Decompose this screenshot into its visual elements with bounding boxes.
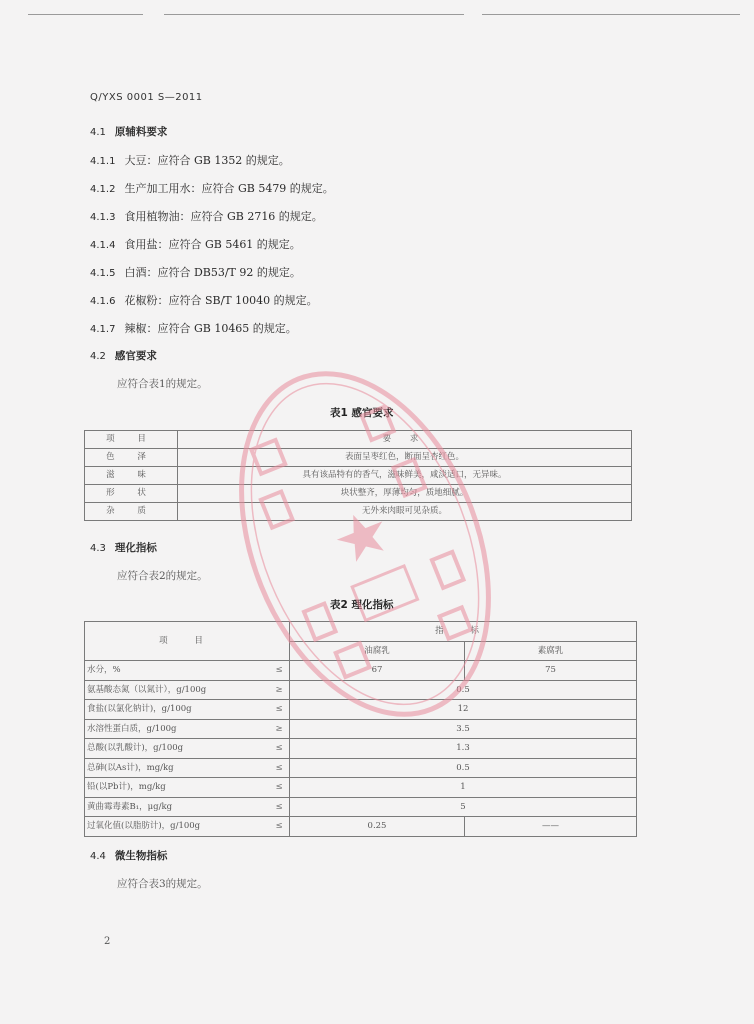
table-row (85, 778, 637, 798)
clause-text: 理化指标 (114, 542, 157, 554)
table-header-cell: 指 标 (290, 622, 637, 642)
table-cell: ≤ (269, 739, 290, 759)
clause-text: 大豆：应符合 GB 1352 的规定。 (124, 154, 290, 167)
table-cell: ≤ (269, 758, 290, 778)
clause-number: 4.3 (90, 543, 106, 554)
table-cell: 具有该品特有的香气，滋味鲜美，咸淡适口，无异味。 (178, 467, 632, 485)
table-row (85, 758, 637, 778)
clause-4-1-2 (90, 180, 334, 196)
table-cell: 氨基酸态氮（以氮计），g/100g (85, 680, 270, 700)
page-number: 2 (104, 936, 111, 947)
table-cell: 0.5 (290, 680, 637, 700)
section-4-3-paragraph: 应符合表2的规定。 (117, 570, 208, 582)
table-row (85, 797, 637, 817)
clause-4-1-1 (90, 152, 290, 168)
section-4-4-paragraph: 应符合表3的规定。 (117, 878, 208, 890)
table-cell: 1.3 (290, 739, 637, 759)
clause-number: 4.1.7 (90, 324, 116, 335)
table-cell: 0.5 (290, 758, 637, 778)
table1-caption: 表1 感官要求 (330, 407, 394, 419)
table-cell: 5 (290, 797, 637, 817)
seal-glyph (432, 552, 464, 588)
table-cell: 0.25 (290, 817, 465, 837)
clause-number: 4.1.4 (90, 240, 116, 251)
clause-4-1-7 (90, 320, 297, 336)
header-rule (28, 14, 143, 15)
table-cell: 总砷(以As计)，mg/kg (85, 758, 270, 778)
table-cell: 67 (290, 661, 465, 681)
clause-number: 4.1.3 (90, 212, 116, 223)
table-cell: ≤ (269, 661, 290, 681)
table-header-cell: 素腐乳 (465, 641, 637, 661)
seal-glyph (394, 460, 426, 496)
clause-text: 白酒：应符合 DB53/T 92 的规定。 (124, 266, 301, 279)
standard-code: Q/YXS 0001 S—2011 (90, 92, 203, 103)
table-cell: ≤ (269, 778, 290, 798)
clause-number: 4.1 (90, 127, 106, 138)
table-cell: 形 状 (85, 485, 178, 503)
table-cell: 色 泽 (85, 449, 178, 467)
table-cell: 水溶性蛋白质，g/100g (85, 719, 270, 739)
table-cell: 铅(以Pb计)，mg/kg (85, 778, 270, 798)
table-cell: ≥ (269, 680, 290, 700)
clause-number: 4.1.1 (90, 156, 116, 167)
clause-text: 食用植物油：应符合 GB 2716 的规定。 (124, 210, 323, 223)
table-header-cell: 油腐乳 (290, 641, 465, 661)
table-cell: —— (465, 817, 637, 837)
table-header-cell: 项 目 (85, 622, 290, 661)
clause-text: 微生物指标 (114, 850, 168, 862)
header-rule (482, 14, 740, 15)
section-heading-4-4 (90, 848, 167, 863)
clause-text: 辣椒：应符合 GB 10465 的规定。 (124, 322, 297, 335)
table-cell: 块状整齐，厚薄均匀，质地细腻。 (178, 485, 632, 503)
table-cell: 12 (290, 700, 637, 720)
table-cell: ≤ (269, 817, 290, 837)
clause-4-1-4 (90, 236, 301, 252)
table-cell: 1 (290, 778, 637, 798)
clause-number: 4.2 (90, 351, 106, 362)
seal-glyph (261, 492, 293, 528)
clause-text: 感官要求 (114, 350, 157, 362)
table-cell: 3.5 (290, 719, 637, 739)
section-heading-4-2 (90, 348, 157, 363)
header-rule (164, 14, 464, 15)
clause-4-1-6 (90, 292, 318, 308)
table-cell: 杂 质 (85, 503, 178, 521)
seal-glyph (440, 607, 471, 638)
seal-center-mark (352, 566, 417, 620)
table-cell: 表面呈枣红色，断面呈杏红色。 (178, 449, 632, 467)
table-cell: 食盐(以氯化钠计)，g/100g (85, 700, 270, 720)
table-cell: 无外来肉眼可见杂质。 (178, 503, 632, 521)
clause-4-1-5 (90, 264, 301, 280)
clause-number: 4.1.2 (90, 184, 116, 195)
clause-text: 生产加工用水：应符合 GB 5479 的规定。 (124, 182, 334, 195)
seal-glyph (362, 407, 394, 440)
table-cell: ≤ (269, 700, 290, 720)
clause-text: 食用盐：应符合 GB 5461 的规定。 (124, 238, 301, 251)
table-cell: 总酸(以乳酸计)，g/100g (85, 739, 270, 759)
table-cell: 75 (465, 661, 637, 681)
seal-star-icon (332, 508, 390, 564)
section-heading-4-1 (90, 124, 167, 139)
table-cell: 黄曲霉毒素B₁，μg/kg (85, 797, 270, 817)
clause-number: 4.4 (90, 851, 106, 862)
section-heading-4-3 (90, 540, 157, 555)
seal-glyph (336, 643, 370, 677)
clause-4-1-3 (90, 208, 323, 224)
table-header-cell: 项 目 (85, 431, 178, 449)
clause-number: 4.1.5 (90, 268, 116, 279)
clause-number: 4.1.6 (90, 296, 116, 307)
table-cell: ≤ (269, 797, 290, 817)
table-cell: ≥ (269, 719, 290, 739)
seal-glyph (304, 604, 336, 640)
table-cell: 过氧化值(以脂肪计)，g/100g (85, 817, 270, 837)
clause-text: 原辅料要求 (114, 126, 168, 138)
table-cell: 滋 味 (85, 467, 178, 485)
table-header-cell: 要 求 (178, 431, 632, 449)
section-4-2-paragraph: 应符合表1的规定。 (117, 378, 208, 390)
company-seal-stamp (225, 344, 505, 744)
table2-caption: 表2 理化指标 (330, 599, 394, 611)
clause-text: 花椒粉：应符合 SB/T 10040 的规定。 (124, 294, 318, 307)
table-row (85, 817, 637, 837)
table-cell: 水分，% (85, 661, 270, 681)
